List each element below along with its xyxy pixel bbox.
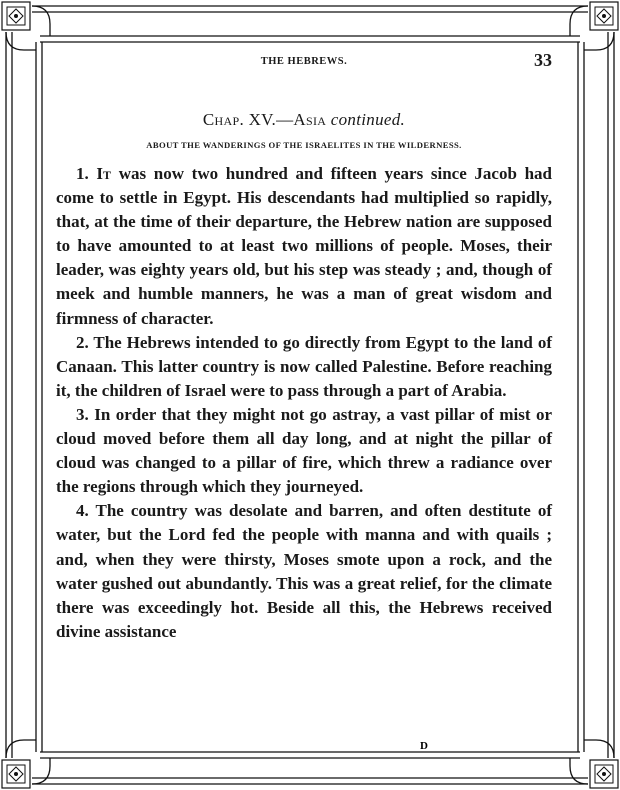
chapter-subtitle: ABOUT THE WANDERINGS OF THE ISRAELITES IN THE WILDERNESS. bbox=[146, 140, 462, 150]
chapter-region: Asia bbox=[293, 110, 327, 129]
paragraph-text: was now two hundred and fifteen years since Jacob had come to settle in Egypt. His descendants had multiplied so rapidly, that, at the time of their departure, the Hebrew nation are supposed to have amounted to at least two millions of people. Moses, their leader, was eighty years old, but his step was steady ; and, though of meek and humble manners, he was a man of great wisdom and firmness of character. bbox=[56, 164, 553, 328]
running-head-title: THE HEBREWS. bbox=[260, 56, 348, 67]
chapter-heading bbox=[56, 110, 552, 136]
paragraph-3 bbox=[56, 403, 552, 499]
running-head bbox=[56, 48, 552, 78]
page-number: 33 bbox=[534, 50, 552, 70]
paragraph-text: The country was desolate and barren, and often destitute of water, but the Lord fed the people with manna and with quails ; and, when they were thirsty, Moses smote upon a rock, and the water gushed out abundantly. This was a great relief, for the climate there was exceedingly hot. Beside all this, the Hebrews received divine assistance bbox=[56, 501, 552, 641]
paragraph-lead: It bbox=[96, 164, 112, 183]
page-content bbox=[56, 48, 552, 644]
paragraph-number: 1. bbox=[76, 164, 89, 183]
paragraph-number: 2. bbox=[76, 332, 89, 352]
body-text bbox=[56, 162, 552, 644]
chapter-prefix: Chap. XV.— bbox=[202, 110, 294, 129]
paragraph-text: The Hebrews intended to go directly from Egypt to the land of Canaan. This latter country is now called Palestine. Before reaching it, the children of Israel were to pass through a part of Arabia. bbox=[56, 332, 552, 400]
signature-mark: D bbox=[420, 740, 428, 752]
paragraph-number: 4. bbox=[76, 501, 89, 521]
paragraph-1 bbox=[56, 162, 552, 331]
paragraph-4 bbox=[56, 499, 552, 644]
paragraph-text: In order that they might not go astray, a vast pillar of mist or cloud moved before them all day long, and at night the pillar of cloud was changed to a pillar of fire, which threw a radiance over the regions through which they journeyed. bbox=[56, 404, 552, 497]
paragraph-number: 3. bbox=[76, 404, 89, 424]
chapter-suffix: continued. bbox=[330, 110, 406, 129]
paragraph-2 bbox=[56, 331, 552, 403]
